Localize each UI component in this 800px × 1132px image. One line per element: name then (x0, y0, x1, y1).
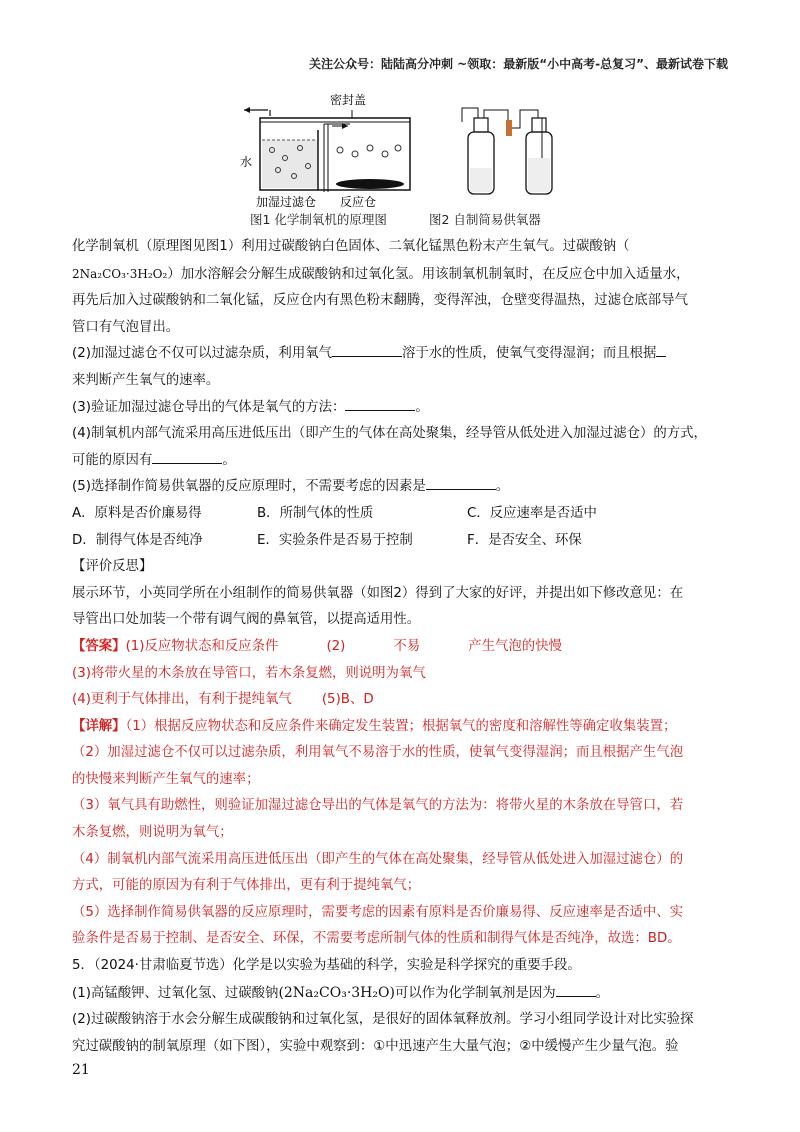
question5-part1: (1)高锰酸钾、过氧化氢、过碳酸钠(2Na₂CO₃·3H₂O)可以作为化学制氧剂是因为 。 (72, 980, 732, 1008)
answer-blank[interactable] (152, 449, 222, 464)
intro-line2: 2Na₂CO₃·3H₂O₂）加水溶解会分解生成碳酸钠和过氧化氢。用该制氧机制氧时，在反应仓中加入适量水， (72, 266, 690, 282)
oxygen-machine-diagram (240, 92, 410, 209)
page-number: 21 (72, 1062, 90, 1078)
page-content (72, 234, 732, 1060)
sodium-percarbonate-formula: 2Na₂CO₃·3H₂O₂ (72, 266, 168, 281)
detail-line4: （3）氧气具有助燃性，则验证加湿过滤仓导出的气体是氧气的方法为：将带火星的木条放在导管口，若 (72, 798, 684, 814)
page-header: 关注公众号：陆陆高分冲刺 ~领取：最新版“小中高考-总复习”、最新试卷下载 (309, 57, 728, 71)
answer-line3: (4)更利于气体排出，有利于提纯氧气 (5)B、D (72, 692, 374, 708)
question-3: (3)验证加湿过滤仓导出的气体是氧气的方法： 。 (72, 395, 732, 422)
detail-line5: 木条复燃，则说明为氧气； (72, 825, 233, 841)
detail-line9: 验条件是否易于控制、是否安全、环保，不需要考虑所制气体的性质和制得气体是否纯净，故选：BD。 (72, 931, 681, 947)
detail-line1: 【详解】（1）根据反应物状态和反应条件来确定发生装置；根据氧气的密度和溶解性等确定收集装置； (72, 718, 677, 734)
intro-line3: 再先后加入过碳酸钠和二氧化锰，反应仓内有黑色粉末翻腾，变得浑浊，仓壁变得温热，过滤仓底部导气 (72, 293, 688, 309)
detail-line3: 的快慢来判断产生氧气的速率； (72, 771, 260, 787)
intro-line1: 化学制氧机（原理图见图1）利用过碳酸钠白色固体、二氧化锰黑色粉末产生氧气。过碳酸钠（ (72, 239, 630, 254)
percarbonate-formula: (2Na₂CO₃·3H₂O) (278, 984, 395, 1001)
reactor-label: 反应仓 (340, 195, 377, 209)
reflection-title: 【评价反思】 (72, 559, 153, 575)
question5-part2-line1: (2)过碳酸钠溶于水会分解生成碳酸钠和过氧化氢，是很好的固体氧释放剂。学习小组同学设计对比实验探 (72, 1012, 694, 1028)
answer-blank[interactable] (332, 342, 402, 357)
question-5: (5)选择制作简易供氧器的反应原理时，不需要考虑的因素是 。 (72, 474, 732, 501)
question-2: (2)加湿过滤仓不仅可以过滤杂质，利用氧气 溶于水的性质，使氧气变得湿润；而且根据 (72, 341, 732, 368)
figure1-caption: 图1 化学制氧机的原理图 (250, 212, 387, 227)
figure-captions (250, 210, 583, 228)
option-b: B．所制气体的性质 (257, 505, 374, 521)
question5-intro: 5．（2024·甘肃临夏节选）化学是以实验为基础的科学，实验是科学探究的重要手段。 (72, 958, 581, 974)
reflection-line1: 展示环节，小英同学所在小组制作的简易供氧器（如图2）得到了大家的好评，并提出如下修改意见：在 (72, 585, 684, 601)
option-e: E．实验条件是否易于控制 (257, 532, 413, 548)
intro-line4: 管口有气泡冒出。 (72, 319, 180, 335)
answer-blank[interactable] (426, 475, 496, 490)
question-4: (4)制氧机内部气流采用高压进低压出（即产生的气体在高处聚集，经导管从低处进入加湿过滤仓）的方式， (72, 426, 707, 442)
apparatus-diagrams (230, 88, 590, 210)
answer-blank[interactable] (656, 342, 666, 357)
option-d: D．制得气体是否纯净 (72, 532, 203, 548)
answer-line2: (3)将带火星的木条放在导管口，若木条复燃，则说明为氧气 (72, 665, 426, 681)
detail-line2: （2）加湿过滤仓不仅可以过滤杂质，利用氧气不易溶于水的性质，使氧气变得湿润；而且根据产生气泡 (72, 745, 684, 761)
detail-line7: 方式，可能的原因为有利于气体排出，更有利于提纯氧气； (72, 878, 421, 894)
detail-line6: （4）制氧机内部气流采用高压进低压出（即产生的气体在高处聚集，经导管从低处进入加湿过滤仓）的 (72, 851, 684, 867)
water-label: 水 (240, 155, 253, 169)
option-c: C．反应速率是否适中 (467, 505, 597, 521)
answer-blank[interactable] (556, 982, 596, 997)
question5-part2-line2: 究过碳酸钠的制氧原理（如下图），实验中观察到：①中迅速产生大量气泡；②中缓慢产生少量气泡。验 (72, 1038, 679, 1054)
seal-label: 密封盖 (330, 93, 367, 107)
answer-blank[interactable] (345, 396, 415, 411)
question-5-options (72, 501, 732, 554)
figure2-caption: 图2 自制简易供氧器 (428, 212, 541, 227)
answer-line1: 【答案】(1)反应物状态和反应条件 (2) 不易 产生气泡的快慢 (72, 638, 562, 654)
detail-line8: （5）选择制作简易供氧器的反应原理时，需要考虑的因素有原料是否价廉易得、反应速率是否适中、实 (72, 904, 684, 920)
detail-label: 【详解】 (72, 718, 126, 734)
filter-chamber-label: 加湿过滤仓 (256, 195, 317, 209)
question-4-cont: 可能的原因有 。 (72, 448, 732, 475)
simple-oxygen-supplier-diagram (462, 108, 552, 194)
option-a: A．原料是否价廉易得 (72, 505, 202, 521)
option-f: F．是否安全、环保 (467, 532, 582, 548)
question-2-cont: 来判断产生氧气的速率。 (72, 372, 220, 388)
answer-label: 【答案】 (72, 638, 126, 654)
reflection-line2: 导管出口处加装一个带有调气阀的鼻氧管，以提高适用性。 (72, 612, 421, 628)
